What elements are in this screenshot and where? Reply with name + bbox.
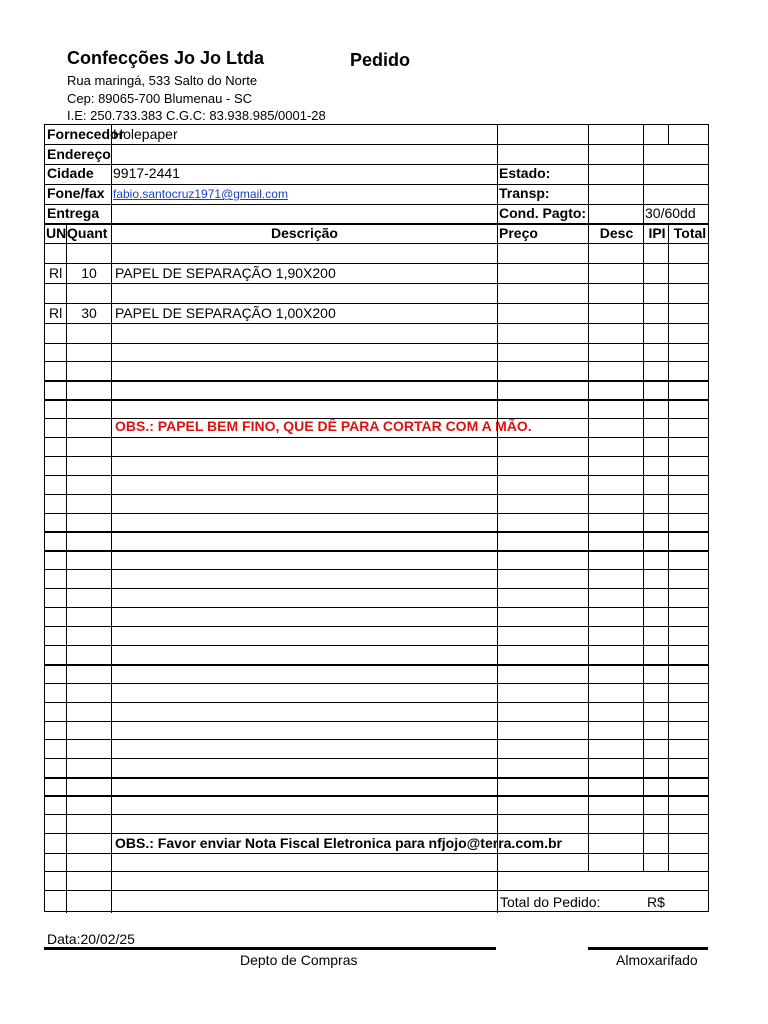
obs-note-red: OBS.: PAPEL BEM FINO, QUE DÊ PARA CORTAR COM A MÃO. xyxy=(115,418,532,434)
grid-row-line xyxy=(45,399,708,401)
grid-row-line xyxy=(45,531,708,533)
grid-row-line xyxy=(45,323,708,324)
grid-column-line xyxy=(111,125,112,913)
col-desc: Desc xyxy=(599,225,634,241)
entrega-label: Entrega xyxy=(47,205,100,221)
grid-row-line xyxy=(45,683,708,684)
item-1-descricao: PAPEL DE SEPARAÇÃO 1,90X200 xyxy=(115,265,336,281)
grid-row-line xyxy=(45,513,708,514)
address-line-3: I.E: 250.733.383 C.G.C: 83.938.985/0001-28 xyxy=(67,108,326,123)
col-total: Total xyxy=(673,225,707,241)
grid-row-line xyxy=(45,833,708,834)
col-un: UN xyxy=(46,225,67,241)
order-date: Data:20/02/25 xyxy=(47,931,135,947)
grid-row-line xyxy=(45,184,708,185)
grid-row-line xyxy=(45,418,708,419)
cidade-value: 9917-2441 xyxy=(113,165,180,181)
grid-row-line xyxy=(45,475,708,476)
col-ipi: IPI xyxy=(648,225,666,241)
item-1-un: Rl xyxy=(49,265,63,281)
grid-row-line xyxy=(45,144,708,145)
grid-row-line xyxy=(45,890,708,891)
grid-row-line xyxy=(45,361,708,362)
grid-column-line xyxy=(643,125,644,871)
grid-row-line xyxy=(45,164,708,165)
signature-line-almox xyxy=(588,947,708,950)
grid-row-line xyxy=(45,343,708,344)
transp-label: Transp: xyxy=(499,185,550,201)
fornecedor-label: Fornecedor xyxy=(47,126,125,142)
total-label: Total do Pedido: xyxy=(500,894,601,910)
fornecedor-value: Holepaper xyxy=(113,126,178,142)
grid-row-line xyxy=(45,814,708,815)
depto-compras-label: Depto de Compras xyxy=(240,952,358,968)
grid-row-line xyxy=(45,204,708,205)
signature-line-compras xyxy=(44,947,496,950)
grid-row-line xyxy=(45,739,708,740)
grid-row-line xyxy=(45,702,708,703)
grid-row-line xyxy=(45,645,708,646)
grid-row-line xyxy=(45,303,708,304)
obs-note-nfe: OBS.: Favor enviar Nota Fiscal Eletronica para nfjojo@terra.com.br xyxy=(115,835,562,851)
grid-row-line xyxy=(45,777,708,779)
item-1-quant: 10 xyxy=(81,265,97,281)
item-2-quant: 30 xyxy=(81,305,97,321)
cond-pagto-value: 30/60dd xyxy=(645,205,696,221)
grid-row-line xyxy=(45,871,708,872)
grid-column-line xyxy=(66,223,67,913)
grid-row-line xyxy=(45,550,708,552)
grid-row-line xyxy=(45,437,708,438)
fone-label: Fone/fax xyxy=(47,185,105,201)
grid-column-line xyxy=(668,223,669,871)
address-line-2: Cep: 89065-700 Blumenau - SC xyxy=(67,91,253,106)
endereco-label: Endereço xyxy=(47,146,111,162)
grid-row-line xyxy=(45,494,708,495)
grid-row-line xyxy=(45,569,708,570)
grid-column-line xyxy=(668,125,669,144)
item-2-descricao: PAPEL DE SEPARAÇÃO 1,00X200 xyxy=(115,305,336,321)
grid-row-line xyxy=(45,283,708,284)
cond-pagto-label: Cond. Pagto: xyxy=(499,205,587,221)
col-descricao: Descrição xyxy=(271,225,338,241)
grid-row-line xyxy=(45,607,708,608)
grid-row-line xyxy=(45,243,708,244)
grid-row-line xyxy=(45,758,708,759)
col-preco: Preço xyxy=(499,225,538,241)
order-form-grid xyxy=(44,124,709,912)
grid-row-line xyxy=(45,263,708,264)
address-line-1: Rua maringá, 533 Salto do Norte xyxy=(67,73,258,88)
grid-column-line xyxy=(497,125,498,913)
grid-row-line xyxy=(45,626,708,627)
grid-row-line xyxy=(45,588,708,589)
grid-row-line xyxy=(45,853,708,854)
almoxarifado-label: Almoxarifado xyxy=(616,952,698,968)
total-currency: R$ xyxy=(647,894,665,910)
email-link[interactable]: fabio.santocruz1971@gmail.com xyxy=(113,187,288,201)
item-2-un: Rl xyxy=(49,305,63,321)
company-name: Confecções Jo Jo Ltda xyxy=(67,48,265,68)
grid-column-line xyxy=(643,125,644,144)
grid-row-line xyxy=(45,223,708,225)
grid-row-line xyxy=(45,795,708,797)
grid-row-line xyxy=(45,456,708,457)
col-quant: Quant xyxy=(67,225,108,241)
grid-row-line xyxy=(45,721,708,722)
document-title: Pedido xyxy=(350,50,411,70)
estado-label: Estado: xyxy=(499,165,551,181)
grid-row-line xyxy=(45,380,708,382)
grid-column-line xyxy=(588,125,589,871)
cidade-label: Cidade xyxy=(47,165,94,181)
grid-row-line xyxy=(45,664,708,666)
